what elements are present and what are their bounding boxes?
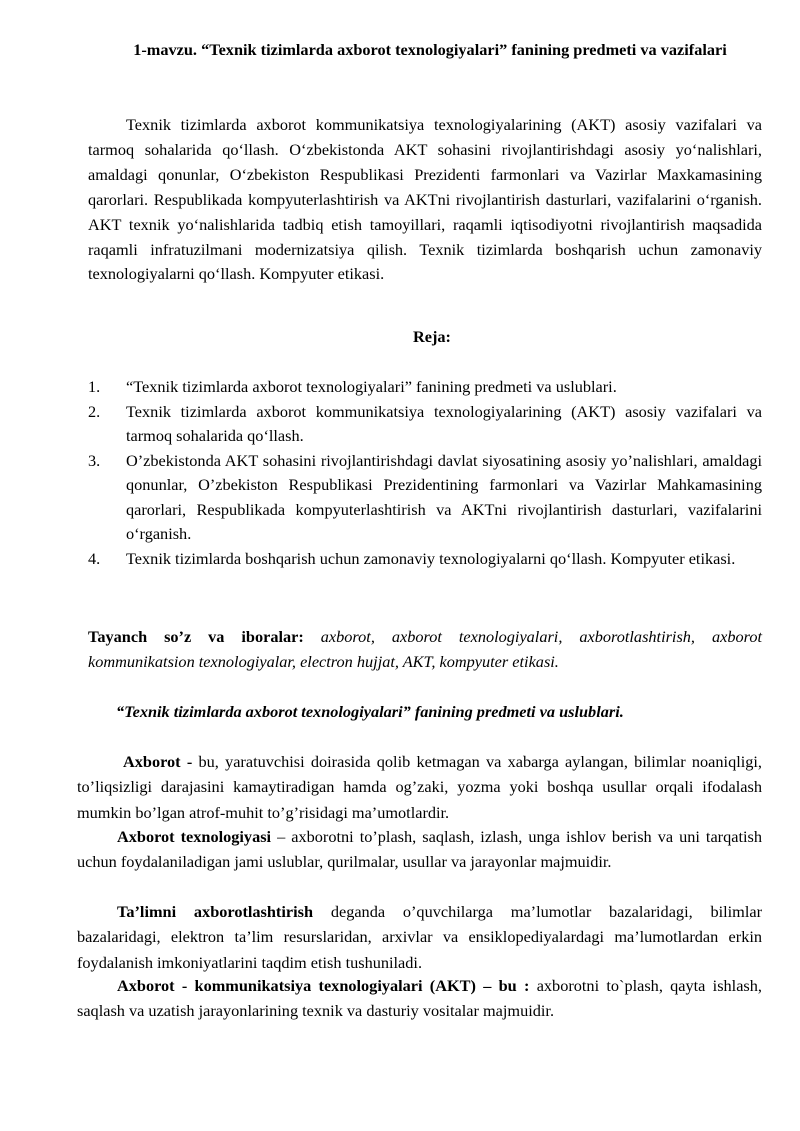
definition-paragraph [77,749,762,825]
definition-paragraph [77,973,762,1024]
section-subheading: “Texnik tizimlarda axborot texnologiyalari” fanining predmeti va uslublari. [116,702,624,721]
definition-paragraph [77,899,762,975]
plan-item-number: 4. [88,548,101,568]
plan-item [88,449,762,547]
plan-item-number: 3. [88,450,101,470]
definition-text: – axborotni to’plash, saqlash, izlash, unga ishlov berish va uni tarqatish uchun foydalaniladigan jami uslublar, qurilmalar, usullar va jarayonlar majmuidir. [77,827,762,872]
plan-item [88,547,762,572]
definition-text: axborotni to`plash, qayta ishlash, saqlash va uzatish jarayonlarining texnik va dasturiy vositalar majmuidir. [77,976,762,1021]
plan-list [88,375,762,571]
definition-text: deganda o’quvchilarga ma’lumotlar bazalaridagi, bilimlar bazalaridagi, elektron ta’lim resurslaridan, arxivlar va ensiklopediyalardagi ma’lumotlardan erkin foydalanish imkoniyatlarini taqdim etish tushuniladi. [77,902,763,972]
definition-term: Ta’limni axborotlashtirish [117,902,314,921]
page-title: 1-mavzu. “Texnik tizimlarda axborot texnologiyalari” fanining predmeti va vazifalari [133,40,727,59]
plan-item [88,375,762,400]
keywords-paragraph [88,624,762,674]
plan-item-text: “Texnik tizimlarda axborot texnologiyalari” fanining predmeti va uslublari. [126,377,617,396]
definition-paragraph [77,824,762,875]
intro-paragraph: Texnik tizimlarda axborot kommunikatsiya texnologiyalarining (AKT) asosiy vazifalari va tarmoq sohalarida qo‘llash. O‘zbekistonda AKT sohasini rivojlantirishdagi asosiy yo‘nalishlari, amaldagi qonunlar, O‘zbekiston Respublikasi Prezidenti farmonlari va Vazirlar Maxkamasining qarorlari. Respublikada kompyuterlashtirish va AKTni rivojlantirish dasturlari, vazifalarini o‘rganish. AKT texnik yo‘nalishlarida tadbiq etish tamoyillari, raqamli iqtisodiyotni rivojlantirish maqsadida raqamli infratuzilmani modernizatsiya qilish. Texnik tizimlarda boshqarish uchun zamonaviy texnologiyalarni qo‘llash. Kompyuter etikasi. [88,115,762,284]
plan-heading: Reja: [413,327,451,346]
keywords-label: Tayanch so’z va iboralar: [88,627,304,646]
plan-item-text: O’zbekistonda AKT sohasini rivojlantirishdagi davlat siyosatining asosiy yo’nalishlari, amaldagi qonunlar, O’zbekiston Respublikasi Prezidentining farmonlari va Vazirlar Mahkamasining qarorlari, Respublikada kompyuterlashtirish va AKTni rivojlantirish dasturlari, vazifalarini o‘rganish. [126,450,762,543]
definition-term: Axborot - kommunikatsiya texnologiyalari (AKT) – bu : [117,976,530,995]
plan-item-text: Texnik tizimlarda boshqarish uchun zamonaviy texnologiyalarni qo‘llash. Kompyuter etikasi. [126,548,736,568]
plan-item-text: Texnik tizimlarda axborot kommunikatsiya texnologiyalarining (AKT) asosiy vazifalari va tarmoq sohalarida qo‘llash. [126,401,762,445]
definition-term: Axborot texnologiyasi [117,827,272,846]
definition-term: Axborot - [123,752,193,771]
keywords-text: axborot, axborot texnologiyalari, axborotlashtirish, axborot kommunikatsion texnologiyalar, electron hujjat, AKT, kompyuter etikasi. [88,627,763,671]
plan-item [88,400,762,449]
plan-item-number: 1. [88,377,101,396]
definition-text: bu, yaratuvchisi doirasida qolib ketmagan va xabarga aylangan, bilimlar noaniqligi, to’liqsizligi darajasini kamaytiradigan hamda og’zaki, yozma yoki boshqa usullar orqali ifodalash mumkin bo’lgan atrof-muhit to’g’risidagi ma’umotlardir. [77,752,762,822]
plan-item-number: 2. [88,401,101,421]
